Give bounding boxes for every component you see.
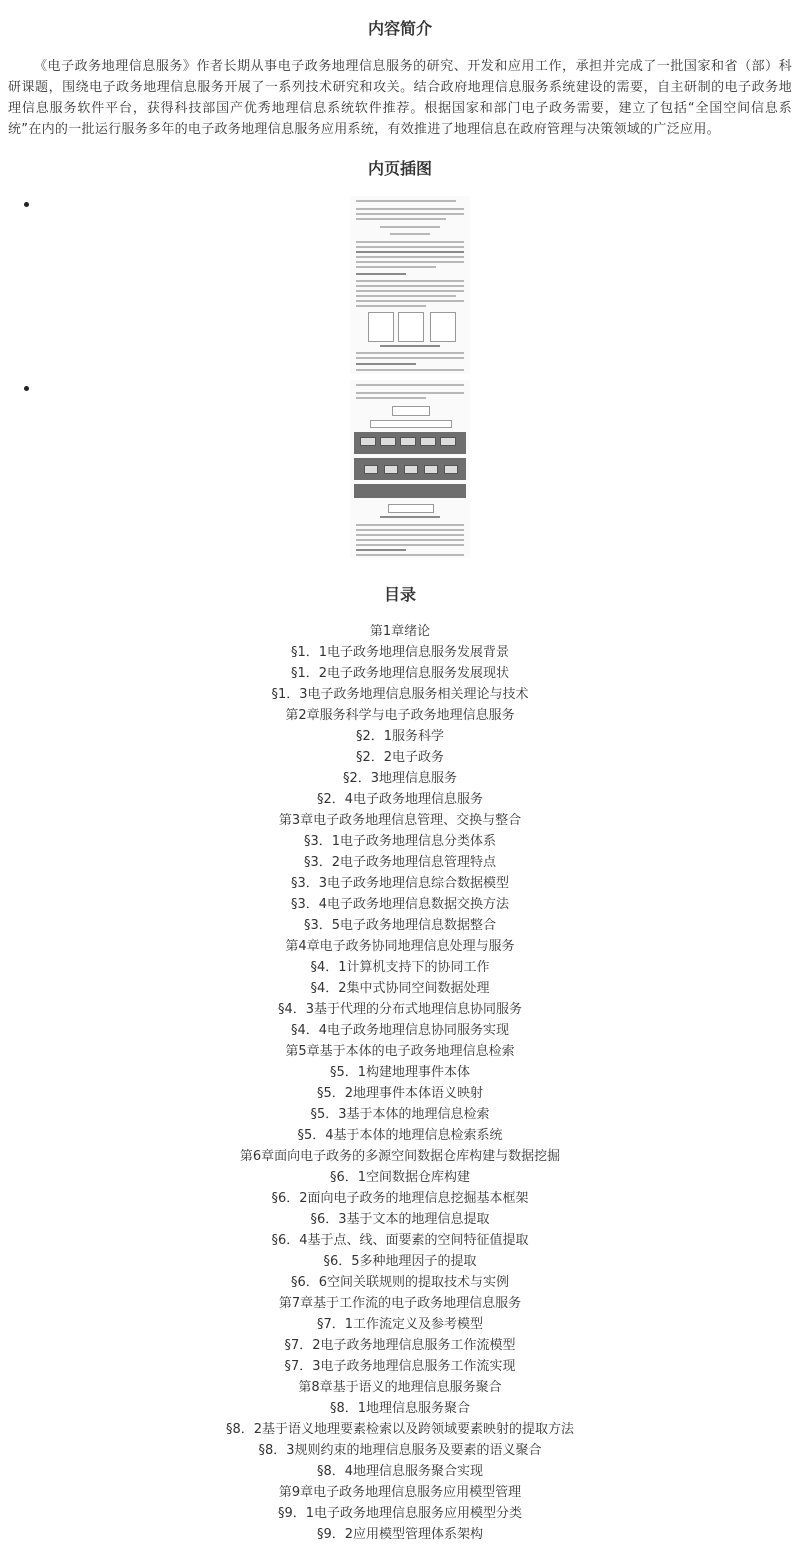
illustration-item [0,196,800,376]
toc-entry: §3．5电子政务地理信息数据整合 [303,918,497,933]
illustrations-heading: 内页插图 [367,159,432,178]
toc-heading: 目录 [383,585,416,604]
toc-entry: §3．3电子政务地理信息综合数据模型 [290,876,510,891]
illustration-item [0,380,800,560]
toc-entry: 第3章电子政务地理信息管理、交换与整合 [278,813,522,828]
toc-entry: 第2章服务科学与电子政务地理信息服务 [285,708,515,723]
intro-paragraph: 《电子政务地理信息服务》作者长期从事电子政务地理信息服务的研究、开发和应用工作，承担并完成了一批国家和省（部）科研课题，围绕电子政务地理信息服务开展了一系列技术研究和攻关。结合政府地理信息服务系统建设的需要，自主研制的电子政务地理信息服务软件平台，获得科技部国产优秀地理信息系统软件推荐。根据国家和部门电子政务需要，建立了包括“全国空间信息系统”在内的一批运行服务多年的电子政务地理信息服务应用系统，有效推进了地理信息在政府管理与决策领域的广泛应用。 [8,59,792,137]
toc-entry: §2．4电子政务地理信息服务 [316,792,484,807]
toc-entry: 第6章面向电子政务的多源空间数据仓库构建与数据挖掘 [239,1149,561,1164]
bullet-icon [24,202,29,207]
toc-entry: §5．2地理事件本体语义映射 [316,1086,484,1101]
toc-entry: §4．4电子政务地理信息协同服务实现 [290,1023,510,1038]
bullet-icon [24,386,29,391]
toc-entry: §7．2电子政务地理信息服务工作流模型 [284,1338,516,1353]
toc-entry: §4．1计算机支持下的协同工作 [310,960,490,975]
toc-list [0,621,800,1545]
illustration-image[interactable] [350,380,470,558]
toc-entry: §1．1电子政务地理信息服务发展背景 [290,645,510,660]
toc-entry: 第9章电子政务地理信息服务应用模型管理 [278,1485,522,1500]
toc-entry: §8．1地理信息服务聚合 [329,1401,471,1416]
toc-entry: §8．2基于语义地理要素检索以及跨领域要素映射的提取方法 [225,1422,575,1437]
toc-entry: §2．1服务科学 [355,729,445,744]
toc-entry: §7．1工作流定义及参考模型 [316,1317,484,1332]
toc-entry: 第7章基于工作流的电子政务地理信息服务 [278,1296,522,1311]
toc-entry: §2．3地理信息服务 [342,771,458,786]
toc-entry: §7．3电子政务地理信息服务工作流实现 [284,1359,516,1374]
toc-entry: §6．5多种地理因子的提取 [323,1254,477,1269]
toc-entry: §1．3电子政务地理信息服务相关理论与技术 [271,687,529,702]
toc-entry: §8．4地理信息服务聚合实现 [316,1464,484,1479]
toc-entry: 第8章基于语义的地理信息服务聚合 [298,1380,502,1395]
toc-entry: §5．1构建地理事件本体 [329,1065,471,1080]
toc-entry: §3．2电子政务地理信息管理特点 [303,855,497,870]
toc-entry: §6．4基于点、线、面要素的空间特征值提取 [271,1233,529,1248]
intro-heading: 内容简介 [367,19,432,38]
toc-entry: 第4章电子政务协同地理信息处理与服务 [285,939,515,954]
toc-entry: §3．4电子政务地理信息数据交换方法 [290,897,510,912]
toc-entry: §9．2应用模型管理体系架构 [316,1527,484,1542]
toc-entry: §2．2电子政务 [355,750,445,765]
toc-entry: 第5章基于本体的电子政务地理信息检索 [285,1044,515,1059]
toc-entry: 第1章绪论 [369,624,431,639]
toc-entry: §6．3基于文本的地理信息提取 [310,1212,490,1227]
toc-entry: §8．3规则约束的地理信息服务及要素的语义聚合 [258,1443,542,1458]
illustration-image[interactable] [350,196,470,374]
toc-entry: §6．2面向电子政务的地理信息挖掘基本框架 [271,1191,529,1206]
toc-entry: §3．1电子政务地理信息分类体系 [303,834,497,849]
illustrations-list [0,196,800,564]
toc-entry: §6．6空间关联规则的提取技术与实例 [290,1275,510,1290]
toc-entry: §1．2电子政务地理信息服务发展现状 [290,666,510,681]
toc-entry: §4．3基于代理的分布式地理信息协同服务 [277,1002,523,1017]
toc-entry: §9．1电子政务地理信息服务应用模型分类 [277,1506,523,1521]
toc-entry: §4．2集中式协同空间数据处理 [310,981,490,996]
toc-entry: §5．4基于本体的地理信息检索系统 [297,1128,503,1143]
toc-entry: §6．1空间数据仓库构建 [329,1170,471,1185]
toc-entry: §5．3基于本体的地理信息检索 [310,1107,490,1122]
